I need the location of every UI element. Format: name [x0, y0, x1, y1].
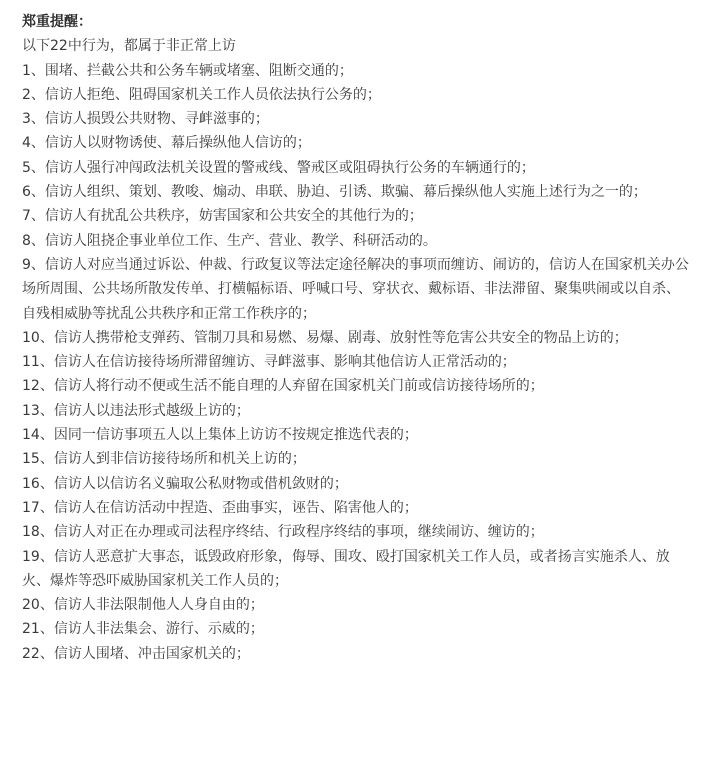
list-item: 18、信访人对正在办理或司法程序终结、行政程序终结的事项，继续闹访、缠访的；: [22, 524, 544, 541]
list-item: 2、信访人拒绝、阻碍国家机关工作人员依法执行公务的；: [22, 86, 381, 103]
list-item: 8、信访人阻挠企事业单位工作、生产、营业、教学、科研活动的。: [22, 232, 437, 249]
list-item: 14、因同一信访事项五人以上集体上访访不按规定推选代表的；: [22, 427, 418, 444]
list-item: 19、信访人恶意扩大事态，诋毁政府形象，侮辱、围攻、殴打国家机关工作人员，或者扬言实施杀人、放火、爆炸等恐吓威胁国家机关工作人员的；: [22, 548, 670, 589]
behavior-list: [22, 59, 693, 666]
list-item: 17、信访人在信访活动中捏造、歪曲事实，诬告、陷害他人的；: [22, 499, 418, 516]
list-item: 21、信访人非法集会、游行、示威的；: [22, 621, 264, 638]
list-item: 7、信访人有扰乱公共秩序，妨害国家和公共安全的其他行为的；: [22, 208, 423, 225]
list-item: 1、围堵、拦截公共和公务车辆或堵塞、阻断交通的；: [22, 62, 353, 79]
notice-intro: 以下22中行为，都属于非正常上访: [22, 38, 236, 55]
list-item: 12、信访人将行动不便或生活不能自理的人弃留在国家机关门前或信访接待场所的；: [22, 378, 544, 395]
list-item: 9、信访人对应当通过诉讼、仲裁、行政复议等法定途径解决的事项而缠访、闹访的，信访人在国家机关办公场所周围、公共场所散发传单、打横幅标语、呼喊口号、穿状衣、戴标语、非法滞留、聚集哄闹或以自杀、自残相威胁等扰乱公共秩序和正常工作秩序的；: [22, 256, 689, 322]
list-item: 15、信访人到非信访接待场所和机关上访的；: [22, 451, 306, 468]
notice-heading: 郑重提醒：: [22, 14, 92, 30]
list-item: 13、信访人以违法形式越级上访的；: [22, 402, 250, 419]
list-item: 6、信访人组织、策划、教唆、煽动、串联、胁迫、引诱、欺骗、幕后操纵他人实施上述行为之一的；: [22, 184, 647, 201]
list-item: 5、信访人强行冲闯政法机关设置的警戒线、警戒区或阻碍执行公务的车辆通行的；: [22, 159, 535, 176]
list-item: 11、信访人在信访接待场所滞留缠访、寻衅滋事、影响其他信访人正常活动的；: [22, 354, 516, 371]
list-item: 4、信访人以财物诱使、幕后操纵他人信访的；: [22, 135, 311, 152]
list-item: 20、信访人非法限制他人人身自由的；: [22, 597, 264, 614]
list-item: 3、信访人损毁公共财物、寻衅滋事的；: [22, 111, 269, 128]
list-item: 22、信访人围堵、冲击国家机关的；: [22, 645, 250, 662]
list-item: 10、信访人携带枪支弹药、管制刀具和易燃、易爆、剧毒、放射性等危害公共安全的物品上访的；: [22, 329, 628, 346]
list-item: 16、信访人以信访名义骗取公私财物或借机敛财的；: [22, 475, 348, 492]
